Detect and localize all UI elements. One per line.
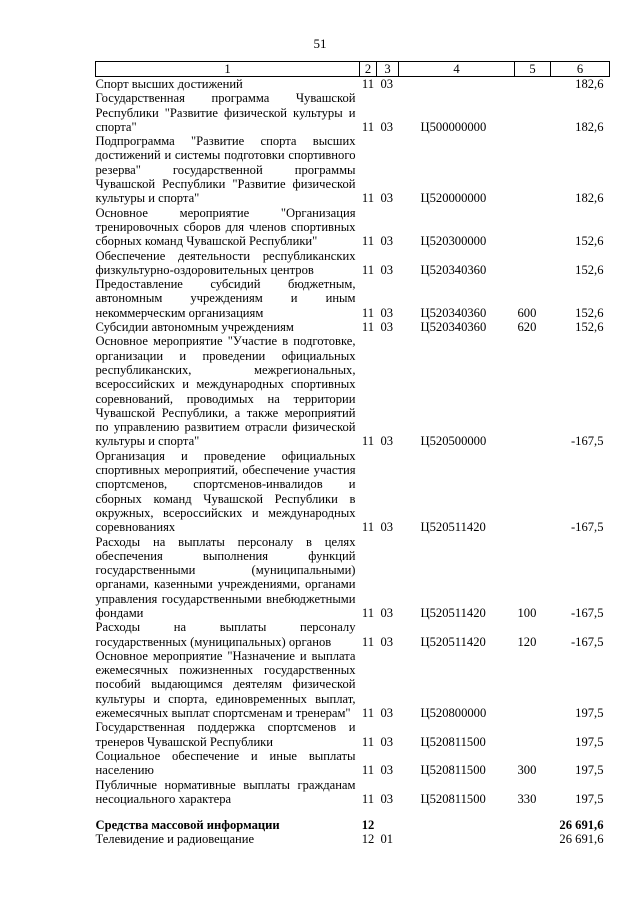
row-subsection-cell: 03 — [380, 305, 394, 320]
row-target-article-cell: Ц520811500 — [420, 763, 486, 778]
table-row — [96, 535, 610, 621]
row-amount-cell: 197,5 — [575, 791, 604, 806]
row-subsection-cell — [377, 818, 399, 832]
row-target-article-cell: Ц520811500 — [420, 791, 486, 806]
row-subsection-cell: 03 — [380, 119, 394, 134]
table-row — [96, 720, 610, 749]
row-subsection-cell: 03 — [380, 434, 394, 449]
row-amount-cell: -167,5 — [570, 605, 604, 620]
row-section-cell: 11 — [361, 434, 375, 449]
table-row — [96, 249, 610, 278]
row-subsection-cell: 03 — [380, 706, 394, 721]
row-section-cell: 11 — [361, 791, 375, 806]
table-row — [96, 320, 610, 334]
row-name-cell: Государственная программа Чувашской Республики "Развитие физической культуры и спорта" — [95, 91, 356, 134]
row-amount-cell: 26 691,6 — [559, 832, 604, 847]
table-row — [96, 334, 610, 448]
table-body — [96, 77, 610, 847]
row-spacer — [96, 806, 610, 818]
row-subsection-cell: 03 — [380, 734, 394, 749]
budget-table — [95, 61, 610, 847]
row-name-cell: Основное мероприятие "Организация тренировочных сборов для членов спортивных сборных команд Чувашской Республики" — [95, 205, 356, 249]
row-section-cell: 11 — [361, 763, 375, 778]
row-expense-type-cell — [515, 91, 551, 134]
row-expense-type-cell — [515, 206, 551, 249]
row-target-article-cell — [399, 832, 515, 846]
row-target-article-cell: Ц520811500 — [420, 734, 486, 749]
row-section-cell: 11 — [361, 320, 375, 335]
table-row — [96, 749, 610, 778]
table-row — [96, 778, 610, 807]
table-row — [96, 449, 610, 535]
row-expense-type-cell — [515, 818, 551, 832]
row-amount-cell: 182,6 — [575, 119, 604, 134]
row-name-cell: Публичные нормативные выплаты гражданам несоциального характера — [95, 777, 356, 806]
row-target-article-cell: Ц520340360 — [420, 320, 487, 335]
row-section-cell: 12 — [361, 832, 375, 847]
row-expense-type-cell — [515, 649, 551, 720]
row-name-cell: Подпрограмма "Развитие спорта высших достижений и системы подготовки спортивного резерва" государственной программы Чувашской Республики "Развитие физической культуры и спорта" — [95, 134, 356, 206]
row-expense-type-cell — [515, 134, 551, 205]
row-expense-type-cell — [515, 720, 551, 749]
table-row — [96, 91, 610, 134]
table-header-row — [96, 62, 610, 77]
row-amount-cell: 197,5 — [575, 734, 604, 749]
table-row — [96, 620, 610, 649]
row-amount-cell: -167,5 — [570, 434, 604, 449]
row-subsection-cell: 03 — [380, 634, 394, 649]
row-subsection-cell: 03 — [380, 191, 394, 206]
row-name-cell: Расходы на выплаты персоналу в целях обеспечения выполнения функций государственными (муниципальными) органами, казенными учреждениями, органами управления государственными внебюджетными фондами — [95, 534, 356, 620]
row-target-article-cell: Ц520340360 — [420, 262, 487, 277]
table-row — [96, 277, 610, 320]
row-subsection-cell: 03 — [380, 234, 394, 249]
row-target-article-cell: Ц520800000 — [420, 706, 487, 721]
row-amount-cell: 152,6 — [575, 262, 604, 277]
row-section-cell: 11 — [361, 191, 375, 206]
row-subsection-cell: 03 — [380, 791, 394, 806]
row-section-cell: 11 — [361, 734, 375, 749]
row-target-article-cell: Ц520340360 — [420, 305, 487, 320]
row-section-cell: 11 — [361, 605, 375, 620]
row-expense-type-cell: 300 — [517, 763, 537, 778]
column-header-target-article: 4 — [399, 62, 515, 77]
column-header-subsection: 3 — [377, 62, 399, 77]
row-subsection-cell: 01 — [380, 832, 394, 847]
column-header-section: 2 — [360, 62, 377, 77]
row-expense-type-cell — [515, 334, 551, 448]
table-row — [96, 649, 610, 720]
row-amount-cell: 182,6 — [575, 191, 604, 206]
row-amount-cell: 182,6 — [575, 77, 604, 91]
row-subsection-cell: 03 — [380, 763, 394, 778]
row-amount-cell: 152,6 — [575, 234, 604, 249]
row-name-cell: Спорт высших достижений — [95, 77, 243, 91]
row-target-article-cell: Ц520511420 — [420, 520, 486, 535]
row-target-article-cell: Ц520500000 — [420, 434, 487, 449]
row-amount-cell: 197,5 — [575, 706, 604, 721]
row-name-cell: Государственная поддержка спортсменов и тренеров Чувашской Республики — [95, 720, 356, 749]
row-target-article-cell — [399, 818, 515, 832]
row-name-cell: Основное мероприятие "Назначение и выплата ежемесячных пожизненных государственных пособий выдающимся деятелям физической культуры и спорта, единовременных выплат, ежемесячных выплат спортсменам и тренерам" — [95, 648, 356, 721]
row-subsection-cell: 03 — [380, 320, 394, 335]
row-section-cell: 12 — [361, 818, 375, 833]
column-header-name: 1 — [96, 62, 360, 77]
row-expense-type-cell — [515, 832, 551, 846]
row-name-cell: Основное мероприятие "Участие в подготовке, организации и проведении официальных республиканских, межрегиональных, всероссийских и международных спортивных соревнований, проводимых на территории Чувашской Республики, а также мероприятий по управлению развитием отрасли физической культуры и спорта" — [95, 334, 356, 449]
row-target-article-cell: Ц520511420 — [420, 634, 486, 649]
row-name-cell: Расходы на выплаты персоналу государственных (муниципальных) органов — [95, 620, 356, 649]
row-section-cell: 11 — [361, 520, 375, 535]
row-section-cell: 11 — [361, 305, 375, 320]
row-name-cell: Организация и проведение официальных спортивных мероприятий, обеспечение участия спортсменов, спортсменов-инвалидов и сборных команд Чувашской Республики в окружных, всероссийских и международных соревнованиях — [95, 448, 356, 535]
row-name-cell: Телевидение и радиовещание — [95, 832, 255, 847]
row-section-cell: 11 — [361, 234, 375, 249]
row-target-article-cell: Ц520300000 — [420, 234, 487, 249]
table-row — [96, 832, 610, 846]
row-expense-type-cell: 600 — [517, 305, 537, 320]
row-amount-cell: 152,6 — [575, 305, 604, 320]
table-row — [96, 134, 610, 205]
row-expense-type-cell — [515, 449, 551, 535]
row-amount-cell: -167,5 — [570, 520, 604, 535]
row-target-article-cell: Ц500000000 — [420, 119, 487, 134]
row-spacer-cell — [96, 806, 610, 818]
row-expense-type-cell: 330 — [517, 791, 537, 806]
row-name-cell: Социальное обеспечение и иные выплаты населению — [95, 748, 356, 778]
row-name-cell: Предоставление субсидий бюджетным, автономным учреждениям и иным некоммерческим организациям — [95, 277, 356, 320]
row-target-article-cell: Ц520511420 — [420, 605, 486, 620]
row-section-cell: 11 — [361, 119, 375, 134]
table-row — [96, 818, 610, 832]
row-subsection-cell: 03 — [380, 77, 394, 91]
row-expense-type-cell — [515, 77, 551, 92]
page-number: 51 — [313, 36, 327, 51]
row-section-cell: 11 — [361, 634, 375, 649]
row-name-cell: Субсидии автономным учреждениям — [95, 320, 294, 335]
row-amount-cell: -167,5 — [570, 634, 604, 649]
row-expense-type-cell — [515, 249, 551, 278]
row-name-cell: Обеспечение деятельности республиканских физкультурно-оздоровительных центров — [95, 248, 356, 277]
table-row — [96, 77, 610, 92]
row-amount-cell: 152,6 — [575, 320, 604, 335]
row-expense-type-cell: 100 — [517, 605, 537, 620]
row-expense-type-cell: 120 — [517, 634, 537, 649]
row-expense-type-cell: 620 — [517, 320, 537, 335]
row-name-cell: Средства массовой информации — [95, 818, 280, 833]
row-amount-cell: 197,5 — [575, 763, 604, 778]
row-amount-cell: 26 691,6 — [559, 818, 604, 833]
row-target-article-cell — [399, 77, 515, 92]
column-header-amount: 6 — [551, 62, 610, 77]
row-section-cell: 11 — [361, 706, 375, 721]
column-header-expense-type: 5 — [515, 62, 551, 77]
row-section-cell: 11 — [361, 77, 375, 91]
row-subsection-cell: 03 — [380, 605, 394, 620]
row-target-article-cell: Ц520000000 — [420, 191, 487, 206]
row-subsection-cell: 03 — [380, 262, 394, 277]
row-section-cell: 11 — [361, 262, 375, 277]
row-subsection-cell: 03 — [380, 520, 394, 535]
table-row — [96, 206, 610, 249]
